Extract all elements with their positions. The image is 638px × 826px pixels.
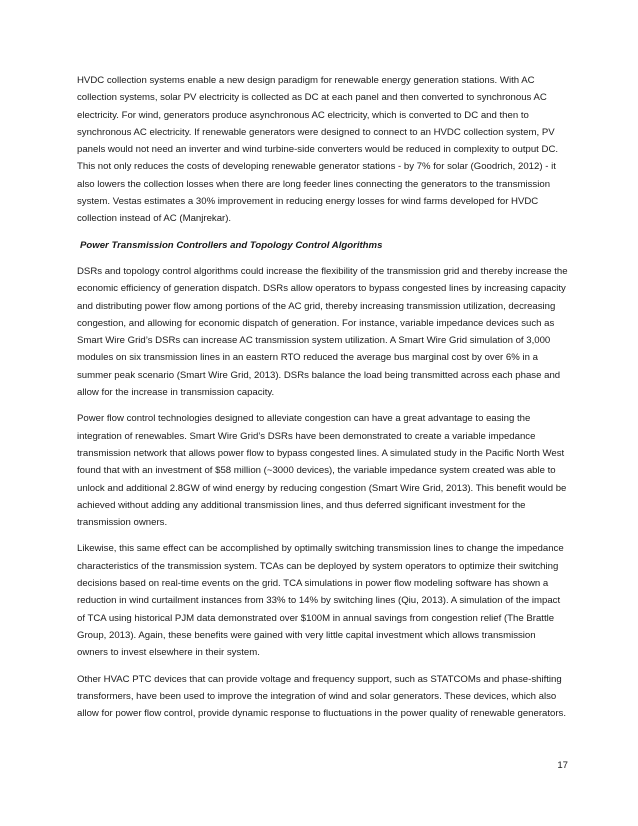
paragraph-power-flow-control: Power flow control technologies designed to alleviate congestion can have a great advantage to easing the integration of renewables. Smart Wire Grid’s DSRs have been demonstrated to create a variable impedance transmission network that allows power flow to bypass congested lines. A simulated study in the Pacific North West found that with an investment of $58 million (~3000 devices), the variable impedance system created was able to unlock and additional 2.8GW of wind energy by reducing congestion (Smart Wire Grid, 2013). This benefit would be achieved without adding any additional transmission lines, and thus deferred significant investment for the transmission owners. [77,413,567,529]
paragraph-optimal-switching: Likewise, this same effect can be accomplished by optimally switching transmission lines to change the impedance characteristics of the transmission system. TCAs can be deployed by system operators to optimize their switching decisions based on real-time events on the grid. TCA simulations in power flow modeling software has shown a reduction in wind curtailment instances from 33% to 14% by switching lines (Qiu, 2013). A simulation of the impact of TCA using historical PJM data demonstrated over $100M in annual savings from congestion relief (The Brattle Group, 2013). Again, these benefits were gained with very little capital investment which allows transmission owners to invest elsewhere in their system. [77,543,564,659]
paragraph-hvac-ptc-devices: Other HVAC PTC devices that can provide voltage and frequency support, such as STATCOMs and phase-shifting transformers, have been used to improve the integration of wind and solar generators. These devices, which also allow for power flow control, provide dynamic response to fluctuations in the power quality of renewable generators. [77,673,567,720]
paragraph-hvdc-collection: HVDC collection systems enable a new design paradigm for renewable energy generation stations. With AC collection systems, solar PV electricity is collected as DC at each panel and then converted to synchronous AC electricity. For wind, generators produce asynchronous AC electricity, which is converted to DC and then to synchronous AC electricity. If renewable generators were designed to connect to an HVDC collection system, PV panels would not need an inverter and wind turbine-side converters would be reduced in complexity to output DC. This not only reduces the costs of developing renewable generator stations - by 7% for solar (Goodrich, 2012) - it also lowers the collection losses when there are long feeder lines connecting the generators to the transmission system. Vestas estimates a 30% improvement in reducing energy losses for wind farms developed for HVDC collection instead of AC (Manjrekar). [77,75,559,225]
paragraph-dsrs-topology: DSRs and topology control algorithms could increase the flexibility of the transmission grid and thereby increase the economic efficiency of generation dispatch. DSRs allow operators to bypass congested lines by increasing capacity and distributing power flow among portions of the AC grid, thereby increasing transmission utilization, decreasing congestion, and allowing for economic dispatch of generation. For instance, variable impedance devices such as Smart Wire Grid’s DSRs can increase AC transmission system utilization. A Smart Wire Grid simulation of 3,000 modules on six transmission lines in an eastern RTO reduced the average bus marginal cost by over 6% in a summer peak scenario (Smart Wire Grid, 2013). DSRs balance the load being transmitted across each phase and allow for the increase in transmission capacity. [77,265,568,399]
section-heading: Power Transmission Controllers and Topology Control Algorithms [80,239,383,251]
page-body [77,72,568,731]
page-number: 17 [557,760,568,771]
